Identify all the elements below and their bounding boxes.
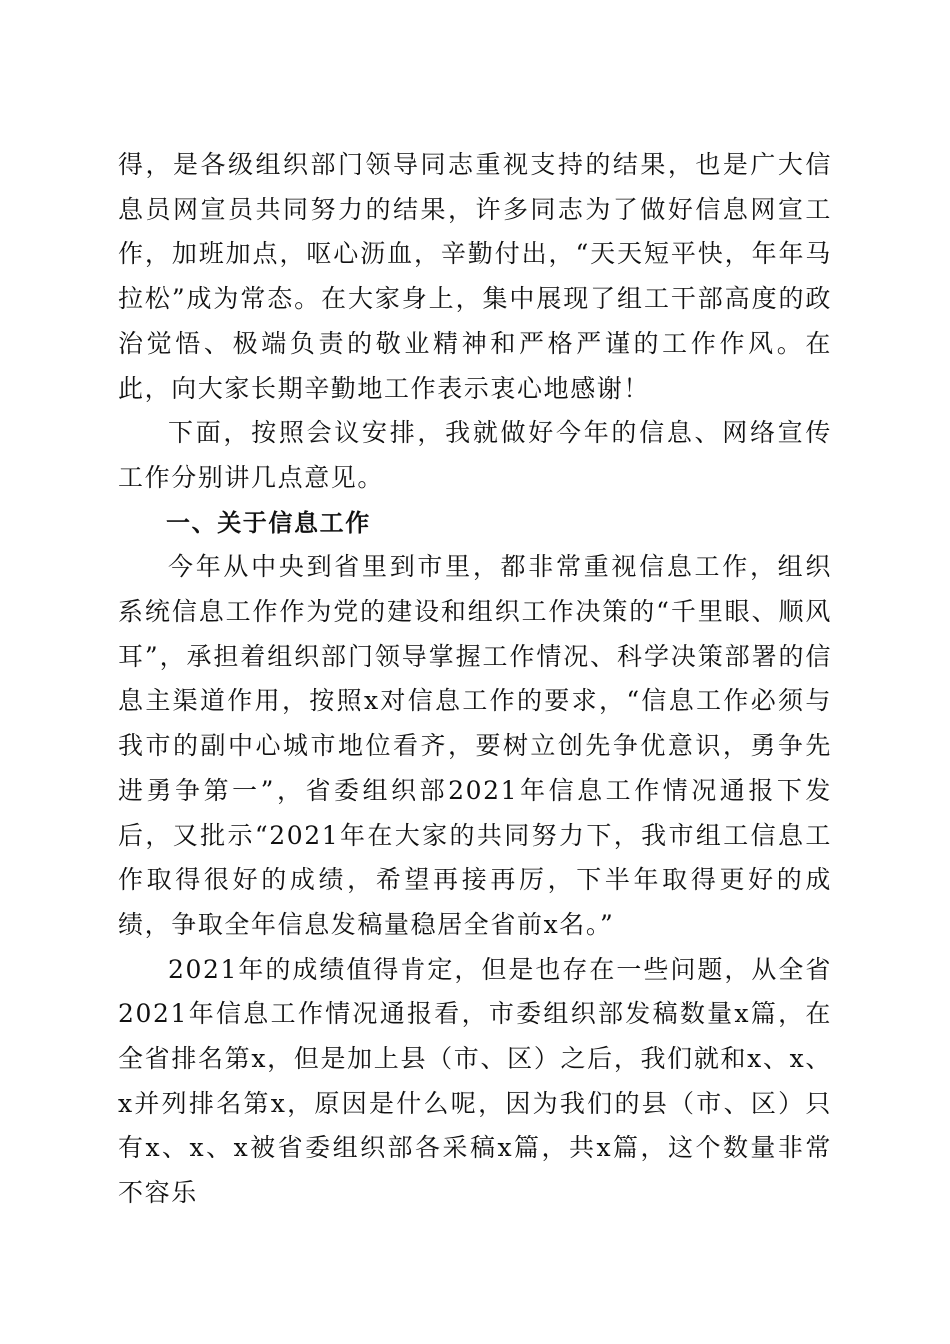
document-body (118, 143, 832, 1216)
paragraph-2021-results: 2021年的成绩值得肯定，但是也存在一些问题，从全省2021年信息工作情况通报看，市委组织部发稿数量x篇，在全省排名第x，但是加上县（市、区）之后，我们就和x、x、x并列排名第x，原因是什么呢，因为我们的县（市、区）只有x、x、x被省委组织部各采稿x篇，共x篇，这个数量非常不容乐 (118, 954, 832, 1208)
paragraph-meeting-arrangement: 下面，按照会议安排，我就做好今年的信息、网络宣传工作分别讲几点意见。 (118, 418, 832, 492)
paragraph-continuation: 得，是各级组织部门领导同志重视支持的结果，也是广大信息员网宣员共同努力的结果，许多同志为了做好信息网宣工作，加班加点，呕心沥血，辛勤付出，“天天短平快，年年马拉松”成为常态。在大家身上，集中展现了组工干部高度的政治觉悟、极端负责的敬业精神和严格严谨的工作作风。在此，向大家长期辛勤地工作表示衷心地感谢！ (118, 150, 832, 403)
paragraph-information-work-importance: 今年从中央到省里到市里，都非常重视信息工作，组织系统信息工作作为党的建设和组织工作决策的“千里眼、顺风耳”，承担着组织部门领导掌握工作情况、科学决策部署的信息主渠道作用，按照x对信息工作的要求，“信息工作必须与我市的副中心城市地位看齐，要树立创先争优意识，勇争先进勇争第一”，省委组织部2021年信息工作情况通报下发后，又批示“2021年在大家的共同努力下，我市组工信息工作取得很好的成绩，希望再接再厉，下半年取得更好的成绩，争取全年信息发稿量稳居全省前x名。” (118, 552, 832, 939)
section-heading-information-work: 一、关于信息工作 (166, 508, 371, 537)
